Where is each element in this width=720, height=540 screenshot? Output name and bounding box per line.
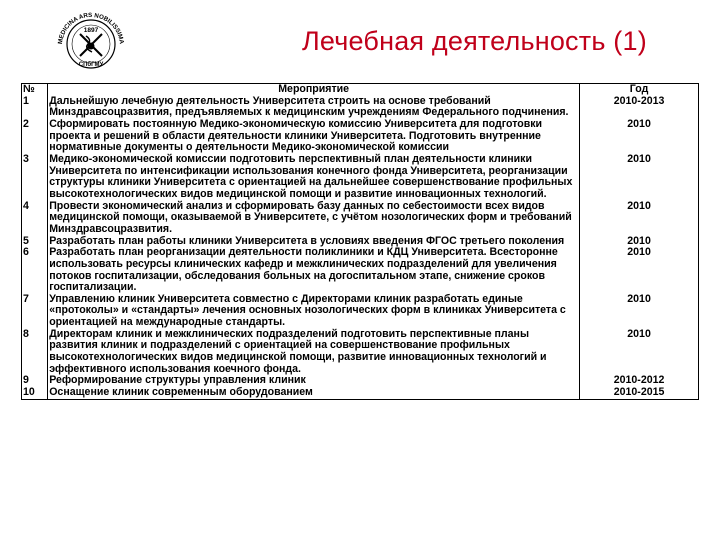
row-year: 2010 [580,329,699,376]
row-year: 2010 [580,247,699,294]
row-activity: Провести экономический анализ и сформировать базу данных по себестоимости всех видов медицинской помощи, оказываемой в Университете, с учётом нозологических форм и требований Минздравсоцразвития. [48,201,580,236]
row-number: 7 [22,294,48,329]
page-title: Лечебная деятельность (1) [302,26,647,56]
row-activity: Управлению клиник Университета совместно с Директорами клиник разработать единые «протоколы» и «стандарты» лечения основных нозологических форм в клиниках Университета с ориентацией на международные стандарты. [48,294,580,329]
row-year: 2010 [580,236,699,248]
row-number: 10 [22,387,48,399]
row-activity: Разработать план реорганизации деятельности поликлиники и КДЦ Университета. Всесторонне использовать ресурсы клинических кафедр и межклинических подразделений для увеличения потоков госпитализации, обследования больных на догоспитальном этапе, снижение сроков госпитализации. [48,247,580,294]
row-year: 2010-2013 [580,96,699,119]
table-row [22,247,699,294]
table-row [22,201,699,236]
logo-abbr: СПбГМУ [78,62,104,68]
row-number: 9 [22,375,48,387]
row-number: 5 [22,236,48,248]
table-row [22,154,699,201]
row-year: 2010 [580,201,699,236]
table-row [22,387,699,399]
row-activity: Разработать план работы клиники Университета в условиях введения ФГОС третьего поколения [48,236,580,248]
row-number: 4 [22,201,48,236]
table-header-row [22,84,699,96]
row-year: 2010-2012 [580,375,699,387]
row-year: 2010 [580,119,699,154]
row-number: 2 [22,119,48,154]
table-row [22,119,699,154]
table-row [22,294,699,329]
row-number: 1 [22,96,48,119]
row-year: 2010 [580,294,699,329]
row-activity: Дальнейшую лечебную деятельность Университета строить на основе требований Минздравсоцразвития, предъявляемых к медицинским учреждениям Федерального подчинения. [48,96,580,119]
row-activity: Сформировать постоянную Медико-экономическую комиссию Университета для подготовки проекта и решений в области деятельности клиники Университета. Подготовить внутренние нормативные документы о деятельности Медико-экономической комиссии [48,119,580,154]
column-header-num: № [22,84,48,96]
row-year: 2010-2015 [580,387,699,399]
row-activity: Оснащение клиник современным оборудованием [48,387,580,399]
column-header-year: Год [580,84,699,96]
emblem-icon [80,34,102,56]
activities-table [21,83,699,400]
university-logo [48,6,134,70]
row-activity: Медико-экономической комиссии подготовить перспективный план деятельности клиники Университета по интенсификации использования конечного фонда Университета, реорганизации структуры клиники Университета с ориентацией на дальнейшее совершенствование профильных высокотехнологических видов медицинской помощи и развитие инновационных технологий. [48,154,580,201]
row-year: 2010 [580,154,699,201]
row-number: 6 [22,247,48,294]
row-number: 8 [22,329,48,376]
row-activity: Реформирование структуры управления клиник [48,375,580,387]
logo-year: 1897 [83,27,99,34]
table-row [22,96,699,119]
column-header-activity: Мероприятие [48,84,580,96]
table-row [22,329,699,376]
logo-arc-text: MEDICINA ARS NOBILISSIMA [56,11,125,45]
row-number: 3 [22,154,48,201]
row-activity: Директорам клиник и межклинических подразделений подготовить перспективные планы развития клиник и подразделений с ориентацией на совершенствование профильных высокотехнологических видов медицинской помощи, развитие инновационных технологий и эффективного использования коечного фонда. [48,329,580,376]
